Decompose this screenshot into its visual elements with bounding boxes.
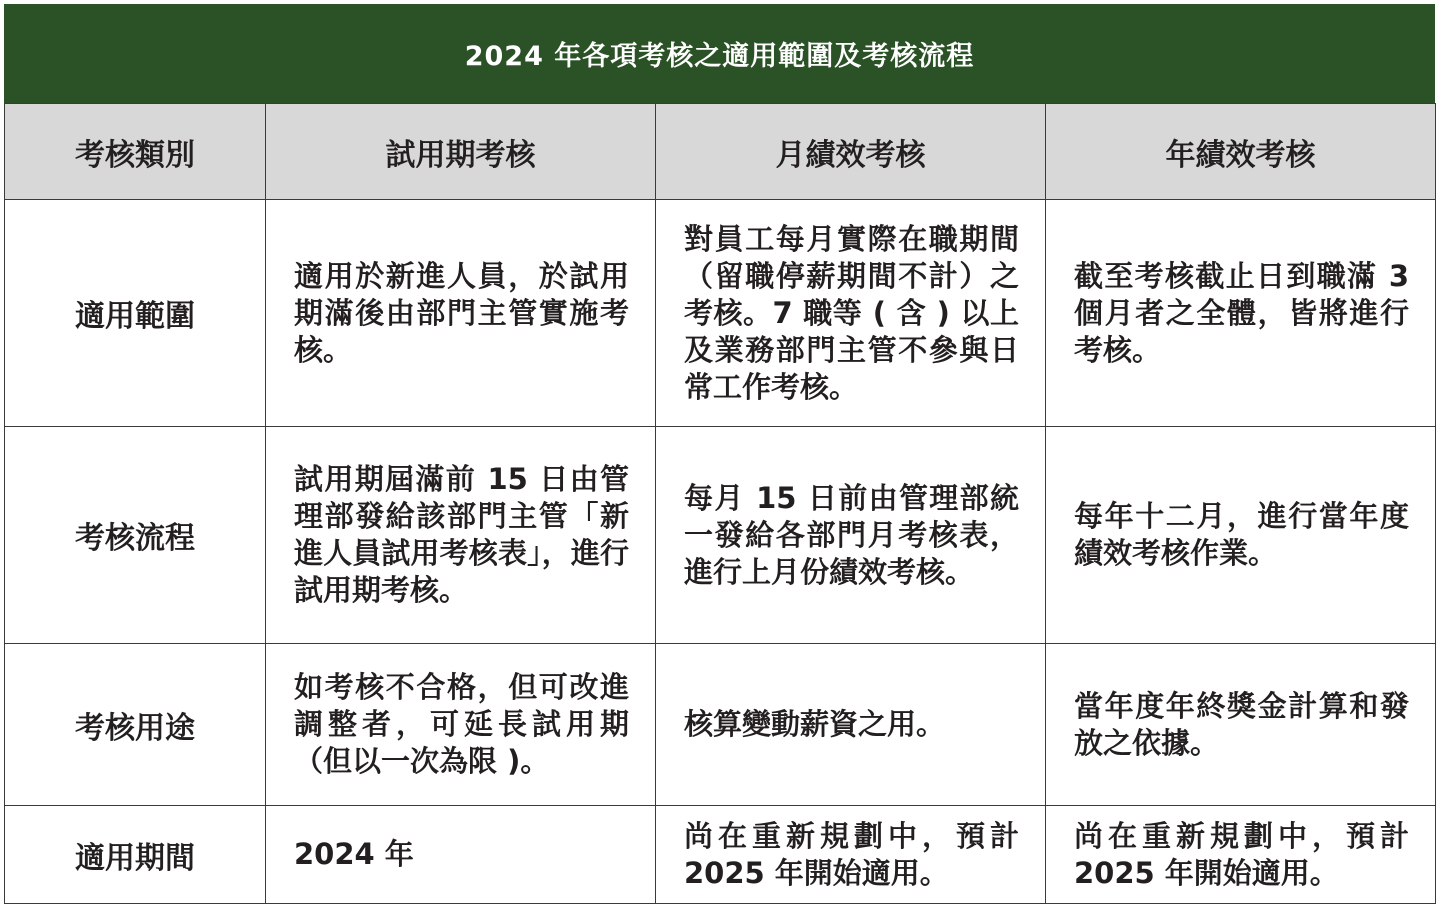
table-row-scope [5, 200, 1436, 427]
cell-period-annual: 尚在重新規劃中，預計 2025 年開始適用。 [1046, 806, 1436, 904]
row-label-purpose: 考核用途 [5, 644, 266, 806]
cell-process-probation: 試用期屆滿前 15 日由管理部發給該部門主管「新進人員試用考核表」，進行試用期考核。 [266, 427, 656, 644]
assessment-table-frame [4, 4, 1435, 903]
row-label-period: 適用期間 [5, 806, 266, 904]
table-row-period [5, 806, 1436, 904]
row-label-process: 考核流程 [5, 427, 266, 644]
table-row-purpose [5, 644, 1436, 806]
header-category: 考核類別 [5, 104, 266, 200]
cell-period-probation: 2024 年 [266, 806, 656, 904]
cell-scope-monthly: 對員工每月實際在職期間（留職停薪期間不計）之考核。7 職等 ( 含 ) 以上及業務部門主管不參與日常工作考核。 [656, 200, 1046, 427]
table-title: 2024 年各項考核之適用範圍及考核流程 [4, 4, 1435, 103]
cell-purpose-annual: 當年度年終獎金計算和發放之依據。 [1046, 644, 1436, 806]
assessment-table [4, 103, 1436, 904]
header-annual: 年績效考核 [1046, 104, 1436, 200]
cell-scope-probation: 適用於新進人員，於試用期滿後由部門主管實施考核。 [266, 200, 656, 427]
cell-purpose-monthly: 核算變動薪資之用。 [656, 644, 1046, 806]
row-label-scope: 適用範圍 [5, 200, 266, 427]
cell-process-annual: 每年十二月，進行當年度績效考核作業。 [1046, 427, 1436, 644]
header-monthly: 月績效考核 [656, 104, 1046, 200]
header-row [5, 104, 1436, 200]
cell-scope-annual: 截至考核截止日到職滿 3 個月者之全體，皆將進行考核。 [1046, 200, 1436, 427]
table-row-process [5, 427, 1436, 644]
cell-purpose-probation: 如考核不合格，但可改進調整者，可延長試用期（但以一次為限 )。 [266, 644, 656, 806]
cell-process-monthly: 每月 15 日前由管理部統一發給各部門月考核表，進行上月份績效考核。 [656, 427, 1046, 644]
cell-period-monthly: 尚在重新規劃中，預計 2025 年開始適用。 [656, 806, 1046, 904]
header-probation: 試用期考核 [266, 104, 656, 200]
